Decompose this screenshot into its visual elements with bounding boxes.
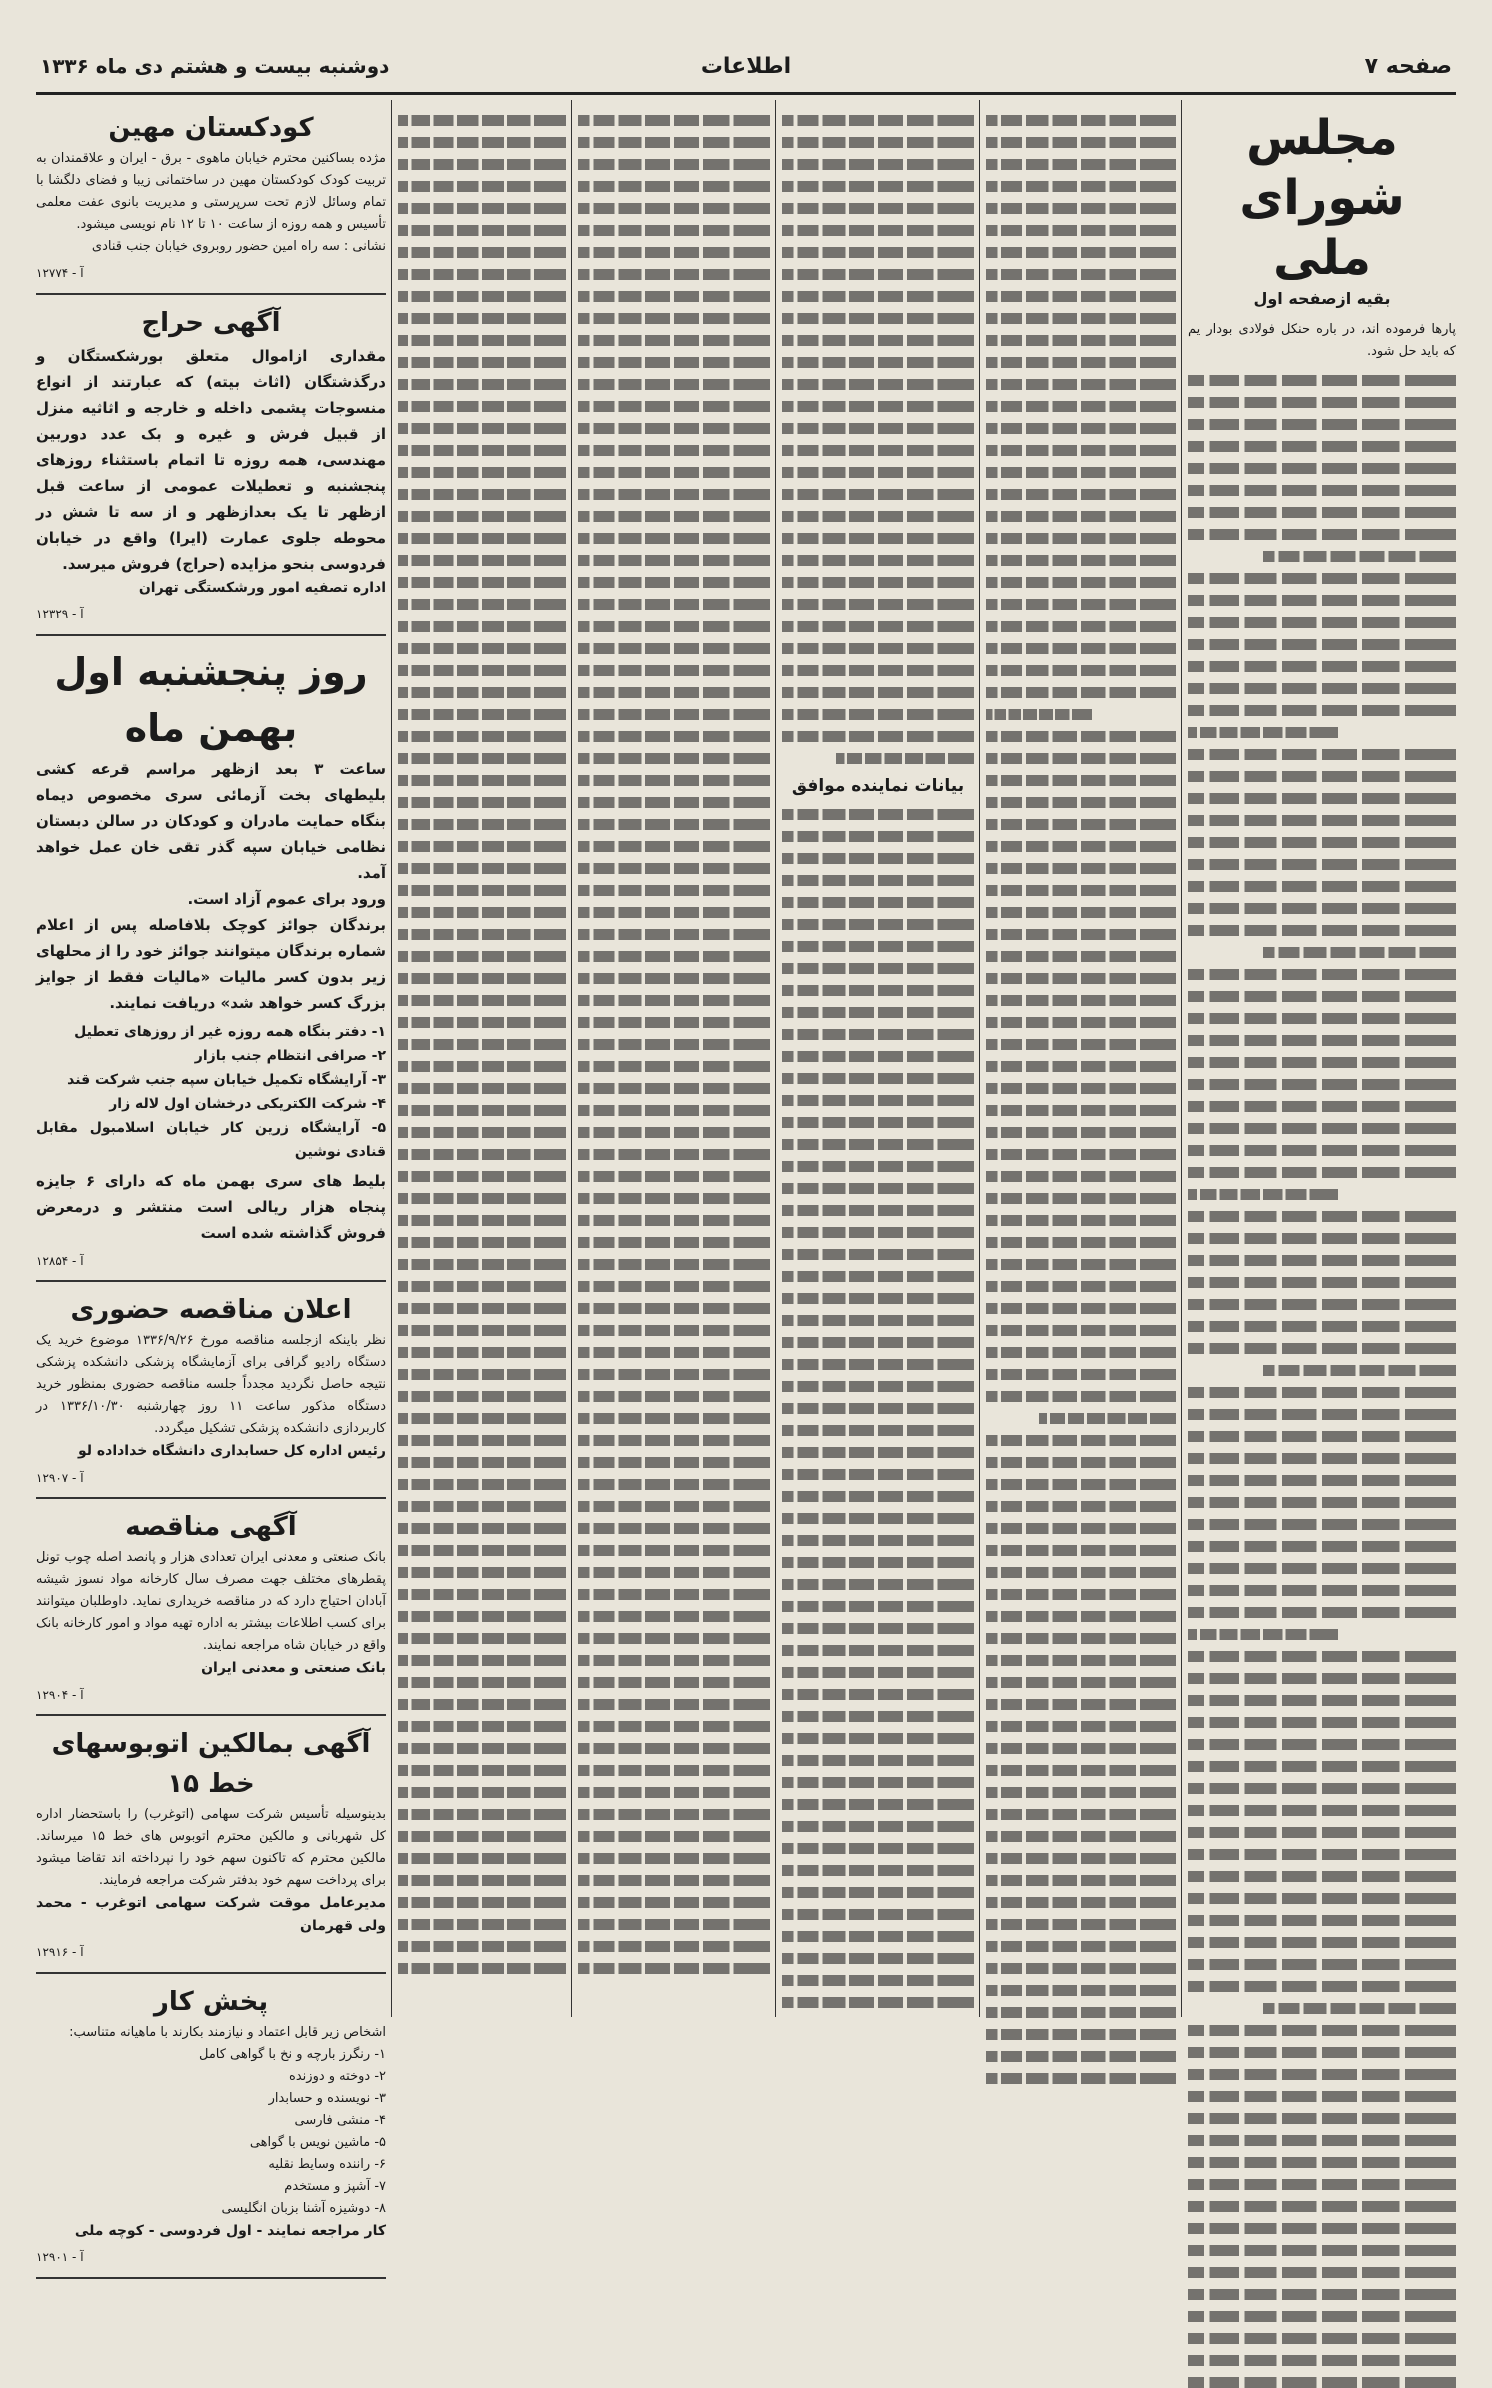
ad-signature: کار مراجعه نمایند - اول فردوسی - کوچه ملی	[74, 2222, 386, 2239]
ad-signature: اداره تصفیه امور ورشکستگی تهران	[138, 579, 386, 596]
ad-job-placement	[36, 1978, 386, 2279]
article-column-1	[1188, 104, 1456, 2017]
newspaper-name: اطلاعات	[700, 54, 792, 79]
ad-address: نشانی : سه راه امین حضور روبروی خیابان جنب قنادی	[91, 239, 386, 254]
ad-lottery	[36, 640, 386, 1283]
ad-code: آ - ۱۲۹۱۶	[36, 1945, 84, 1959]
ad-body: مژده بساکنین محترم خیابان ماهوی - برق - ایران و علاقمندان به تربیت کودک کودکستان مهین در ساختمانی زیبا و فضای دلگشا با تمام وسائل لازم تحت سرپرستی و مدیریت بانوی عفت معلمی تأسیس و همه روزه از ساعت ۱۰ تا ۱۲ نام نویسی میشود.	[36, 151, 386, 232]
column-divider	[979, 100, 980, 2017]
ad-signature: بانک صنعتی و معدنی ایران	[201, 1660, 386, 1676]
section-heading-supporting-deputy: بیانات نماینده موافق	[791, 776, 965, 796]
list-item: ۲- صرافی انتظام جنب بازار	[194, 1047, 386, 1064]
list-item: ۴- شرکت الکتریکی درخشان اول لاله زار	[109, 1095, 386, 1112]
ad-title: آگهی بمالکین اتوبوسهای خط ۱۵	[51, 1729, 371, 1799]
article-subtitle: بقیه ازصفحه اول	[1253, 289, 1391, 308]
article-column-3	[782, 104, 974, 2017]
list-item: ۳- آرایشگاه تکمیل خیابان سپه جنب شرکت قند	[67, 1071, 386, 1088]
ad-title: پخش کار	[153, 1986, 269, 2017]
ad-code: آ - ۱۲۹۰۷	[36, 1470, 84, 1485]
ad-signature: رئیس اداره کل حسابداری دانشگاه خداداده لو	[77, 1443, 386, 1459]
ad-body: مقداری ازاموال متعلق بورشکستگان و درگذشتگان (اثاث بیته) که عبارتند از انواع منسوجات پشمی داخله و خارجه و اثاثیه منزل از قبیل فرش و غیره و بک عدد دوربین مهندسی، همه روزه تا اتمام باستثناء روزهای پنجشنبه و تعطیلات عمومی از ساعت قبل ازظهر تا یک بعدازظهر و از سه تا شش در محوطه جلوی عمارت (ایرا) واقع در خیابان فردوسی بنحو مزایده (حراج) فروش میرسد.	[36, 346, 386, 573]
ad-title: روز پنجشنبه اول بهمن ماه	[54, 649, 368, 750]
page-number: صفحه ۷	[1364, 54, 1452, 79]
ad-places-list	[36, 1020, 386, 1164]
ad-title: آگهی مناقصه	[125, 1512, 297, 1542]
article-title: مجلس شورای ملی	[1239, 110, 1405, 286]
issue-date: دوشنبه بیست و هشتم دی ماه ۱۳۳۶	[40, 54, 390, 78]
ad-auction	[36, 299, 386, 636]
ad-note: بلیط های سری بهمن ماه که دارای ۶ جایزه پنجاه هزار ریالی است منتشر و درمعرض فروش گذاشته شده است	[36, 1171, 387, 1242]
ad-winners-note: برندگان جوائز کوچک بلافاصله پس از اعلام شماره برندگان میتوانند جوائز خود را از محلهای زیر بدون کسر مالیات «مالیات فقط از جوایز بزرگ کسر خواهد شد» دریافت نمایند.	[36, 915, 386, 1012]
ad-title: آگهی حراج	[141, 307, 281, 338]
column-divider	[391, 100, 392, 2017]
article-column-5	[398, 104, 566, 2017]
column-divider	[775, 100, 776, 2017]
ad-tender	[36, 1503, 386, 1716]
ad-body: ساعت ۳ بعد ازظهر مراسم قرعه کشی بلیطهای بخت آزمائی سری مخصوص دیماه بنگاه حمایت مادران و کودکان در سالن دبستان نظامی خیابان سپه گذر تقی خان عمل خواهد آمد.	[36, 759, 386, 882]
ad-body: بدینوسیله تأسیس شرکت سهامی (اتوغرب) را باستحضار اداره کل شهربانی و مالکین محترم اتوبوس های خط ۱۵ میرساند. مالکین محترم که تاکنون سهم خود را نپرداخته اند تقاضا میشود برای پرداخت سهم خود بدفتر شرکت مراجعه فرمایند.	[36, 1807, 386, 1888]
ad-code: آ - ۱۲۸۵۴	[36, 1253, 84, 1268]
ad-body: اشخاص زیر قابل اعتماد و نیازمند بکارند با ماهیانه متناسب: ۱- رنگرز بارچه و نخ با گواهی کامل ۲- دوخته و دوزنده ۳- نویسنده و حسابدار ۴- منشی فارسی ۵- ماشین نویس با گواهی ۶- راننده وسایط نقلیه ۷- آشپز و مستخدم ۸- دوشیزه آشنا بزبان انگلیسی	[69, 2024, 386, 2216]
ad-code: آ - ۱۲۷۷۴	[36, 266, 84, 280]
column-divider	[1181, 100, 1182, 2017]
ad-tender-notice	[36, 1286, 386, 1499]
ad-body: بانک صنعتی و معدنی ایران تعدادی هزار و پانصد اصله چوب تونل پقطرهای مختلف جهت مصرف سال کارخانه مواد نسوز شیشه آبادان احتیاج دارد که در مناقصه خریداری نماید. داوطلبان میتوانند برای کسب اطلاعات بیشتر به اداره تهیه مواد و امور کارخانه بانک واقع در خیابان شاه مراجعه نمایند.	[36, 1550, 386, 1653]
ad-entry: ورود برای عموم آزاد است.	[187, 889, 386, 908]
article-column-2	[986, 104, 1176, 2017]
ad-kindergarten	[36, 104, 386, 295]
ad-code: آ - ۱۲۳۲۹	[36, 607, 84, 621]
ad-code: آ - ۱۲۹۰۱	[36, 2250, 84, 2264]
ad-title: کودکستان مهین	[108, 113, 314, 143]
header-rule	[36, 92, 1456, 95]
article-column-4	[578, 104, 770, 2017]
ad-signature: مدیرعامل موقت شرکت سهامی اتوغرب - محمد ولی قهرمان	[36, 1895, 386, 1934]
article-opening: پارها فرموده اند، در باره حنکل فولادی بودار یم که باید حل شود.	[1188, 321, 1456, 359]
ad-bus-line	[36, 1720, 386, 1974]
ad-title: اعلان مناقصه حضوری	[70, 1295, 352, 1325]
ad-body: نظر باینکه ازجلسه مناقصه مورخ ۱۳۳۶/۹/۲۶ موضوع خرید یک دستگاه رادیو گرافی برای آزمایشگاه پزشکی دانشکده پزشکی نتیجه حاصل نگردید مجدداً جلسه مناقصه حضوری بمنظور خرید دستگاه مذکور ساعت ۱۱ روز چهارشنبه ۱۳۳۶/۱۰/۳۰ در کاربردازی دانشکده پزشکی تشکیل میگردد.	[36, 1333, 386, 1436]
list-item: ۵- آرایشگاه زرین کار خیابان اسلامبول مقابل قنادی نوشین	[36, 1119, 386, 1160]
column-divider	[571, 100, 572, 2017]
list-item: ۱- دفتر بنگاه همه روزه غیر از روزهای تعطیل	[74, 1023, 386, 1040]
ads-column	[36, 104, 387, 2264]
ad-code: آ - ۱۲۹۰۴	[36, 1687, 84, 1702]
